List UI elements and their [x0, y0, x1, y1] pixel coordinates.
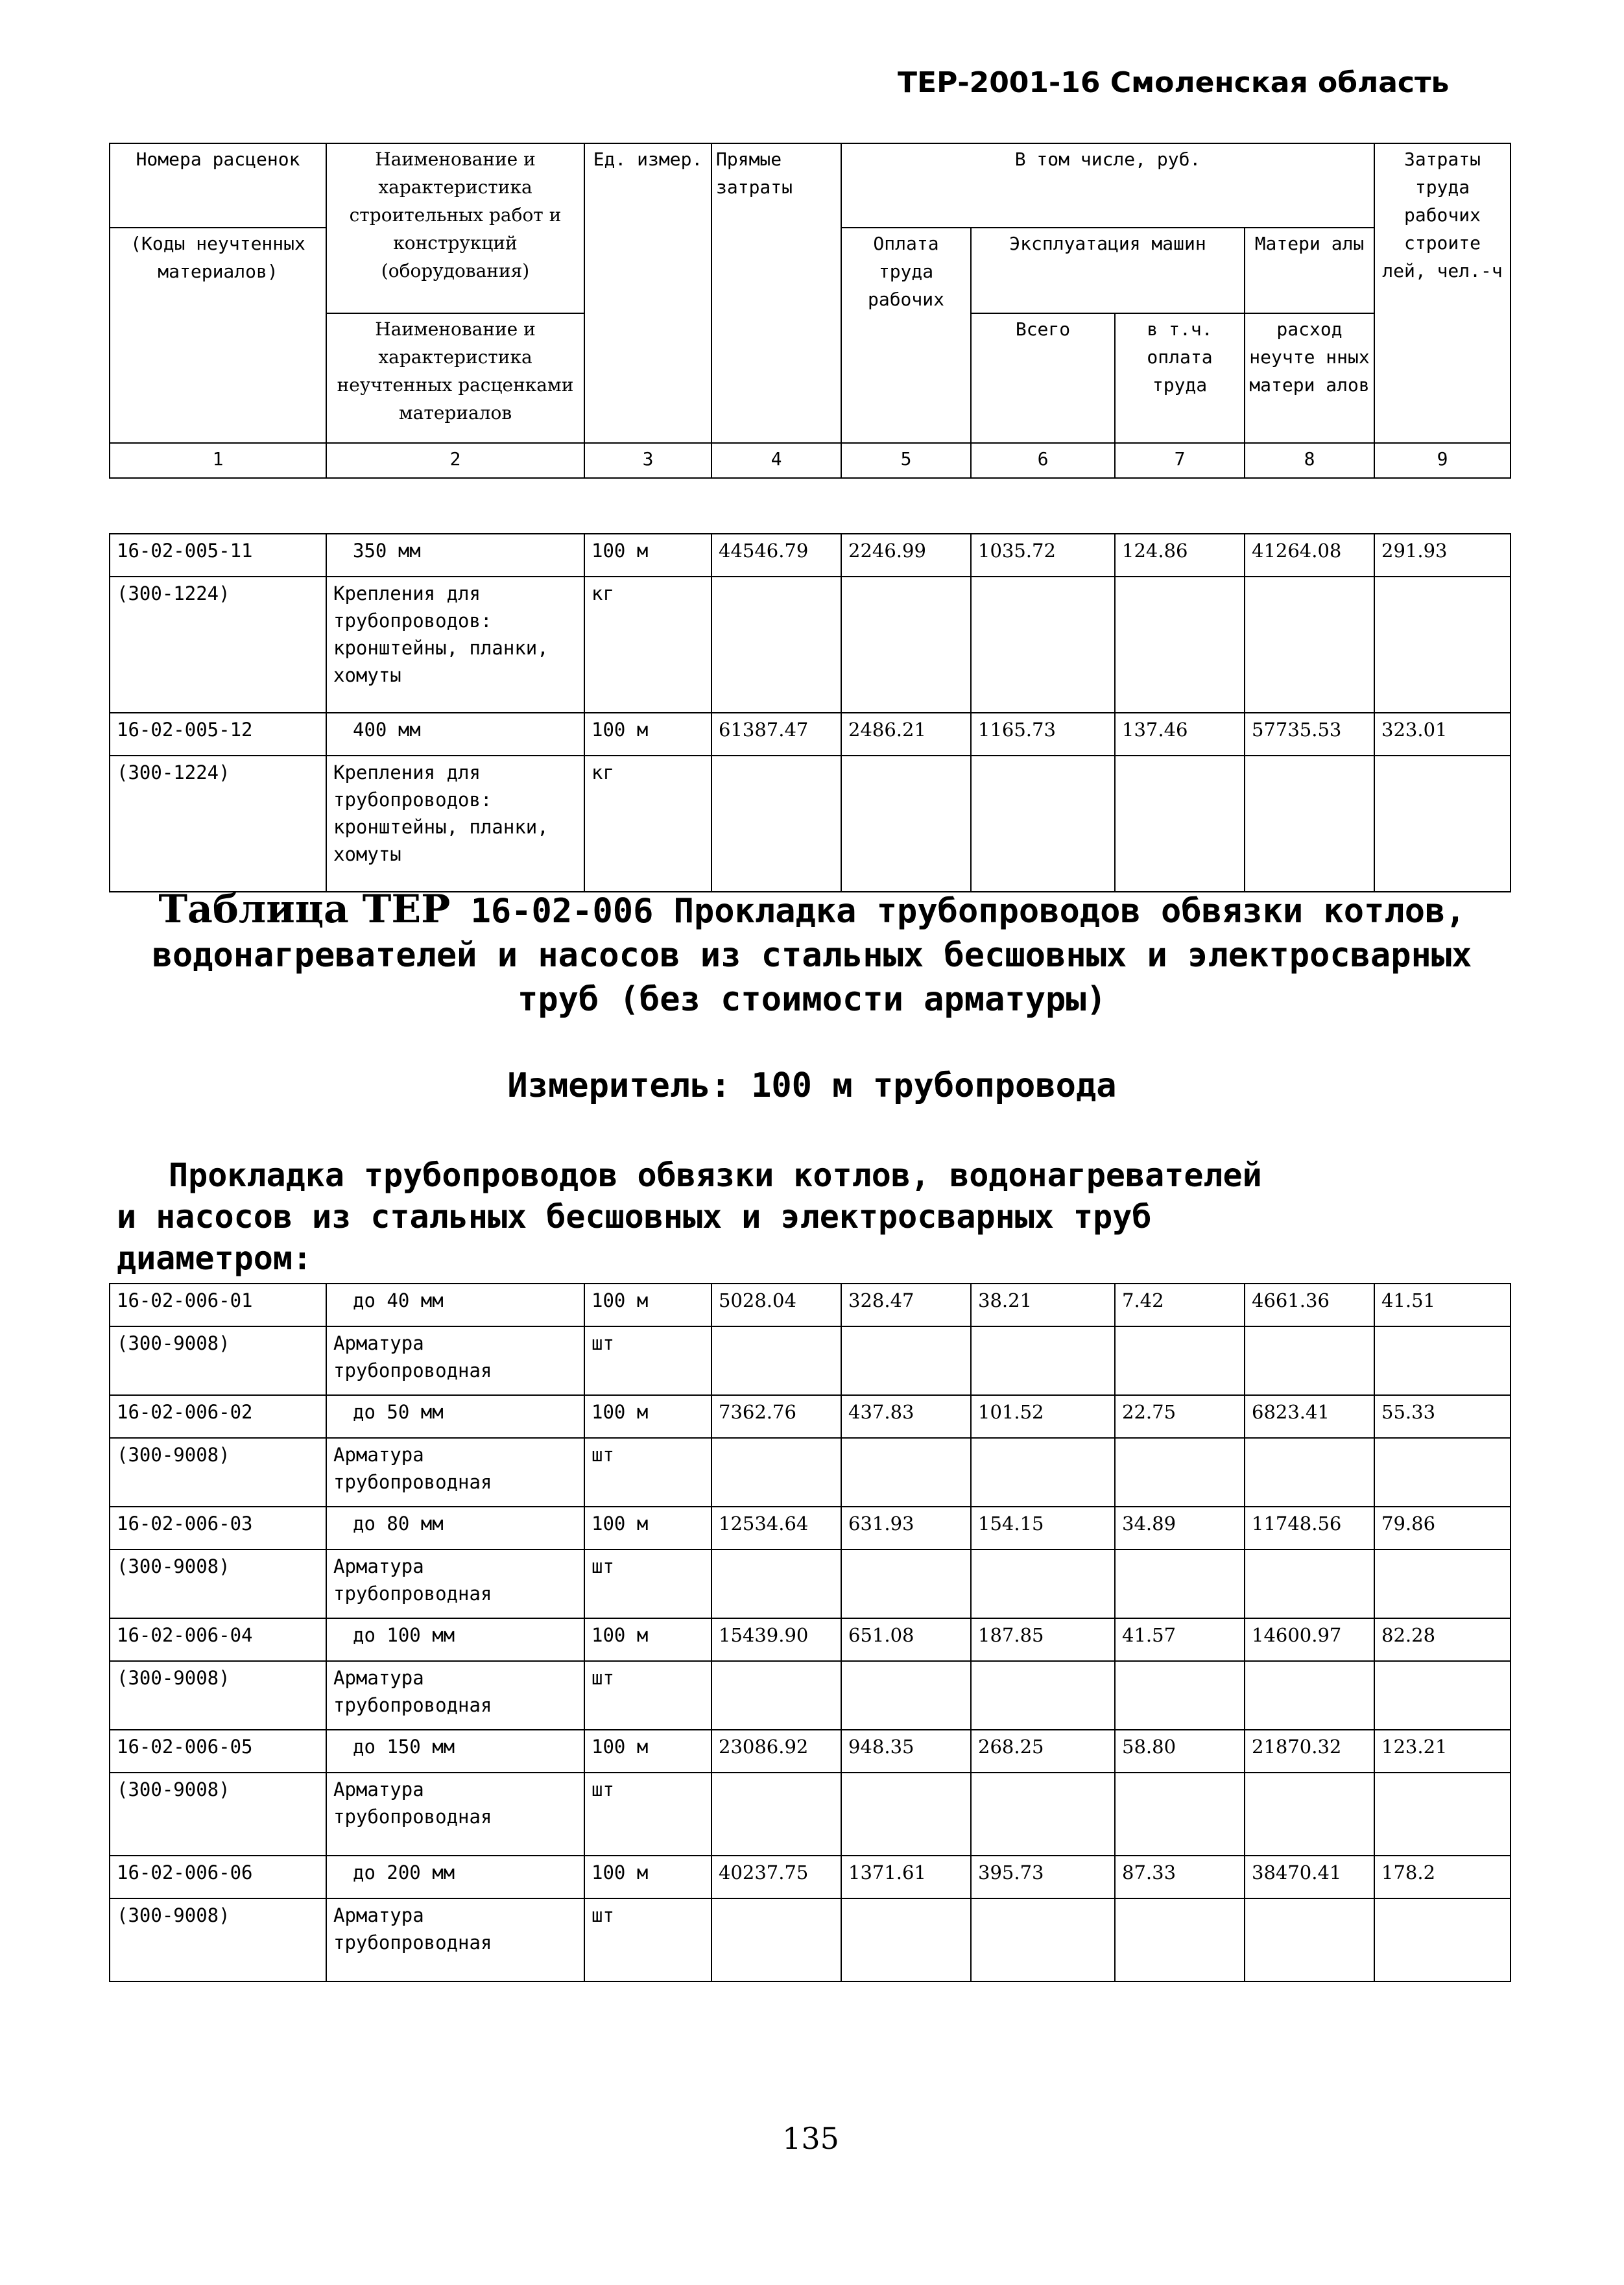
rate-unit: 100 м: [584, 1856, 711, 1898]
rate-machines: 268.25: [971, 1730, 1115, 1773]
col-machines-group-header: Эксплуатация машин: [971, 228, 1245, 313]
rate-unit: 100 м: [584, 1507, 711, 1549]
rate-direct: 61387.47: [711, 713, 841, 756]
material-code: (300-9008): [110, 1773, 326, 1856]
col-materials-sub-header: расход неучте нных матери алов: [1245, 313, 1374, 443]
rate-machines: 38.21: [971, 1284, 1115, 1326]
material-name: Арматура трубопроводная: [326, 1898, 584, 1981]
table-row: [110, 1395, 1511, 1438]
rate-materials: 4661.36: [1245, 1284, 1374, 1326]
rate-name: до 50 мм: [326, 1395, 584, 1438]
rate-machines-labor: 137.46: [1115, 713, 1245, 756]
column-header-table: [109, 143, 1511, 479]
table-row: [110, 713, 1511, 756]
col-machines-header: Всего: [971, 313, 1115, 443]
description-line: Прокладка трубопроводов обвязки котлов, водонагревателей: [169, 1156, 1262, 1194]
rate-name: до 100 мм: [326, 1618, 584, 1661]
material-name: Арматура трубопроводная: [326, 1326, 584, 1395]
rate-machines: 395.73: [971, 1856, 1115, 1898]
rate-labor: 1371.61: [841, 1856, 971, 1898]
rate-unit: 100 м: [584, 1395, 711, 1438]
table-row: [110, 1661, 1511, 1730]
section-meter: Измеритель: 100 м трубопровода: [507, 1066, 1117, 1105]
material-unit: шт: [584, 1661, 711, 1730]
section-title-lead: Таблица ТЕР: [158, 887, 451, 932]
material-code: (300-1224): [110, 756, 326, 892]
rate-name: до 80 мм: [326, 1507, 584, 1549]
description-line: диаметром:: [117, 1239, 313, 1277]
rate-code: 16-02-006-04: [110, 1618, 326, 1661]
rate-unit: 100 м: [584, 534, 711, 577]
section-title: [109, 887, 1515, 1022]
material-name: Арматура трубопроводная: [326, 1438, 584, 1507]
material-code: (300-9008): [110, 1326, 326, 1395]
col-group-header: В том числе, руб.: [841, 143, 1374, 228]
description-line: и насосов из стальных бесшовных и электросварных труб: [117, 1198, 1152, 1236]
col-number: 3: [584, 443, 711, 478]
rate-name: 350 мм: [326, 534, 584, 577]
col-name-header: Наименование и характеристика строительных работ и конструкций (оборудования): [326, 143, 584, 313]
table-row: [110, 1856, 1511, 1898]
rate-hours: 82.28: [1374, 1618, 1511, 1661]
table-row: [110, 577, 1511, 713]
rate-machines: 1035.72: [971, 534, 1115, 577]
rate-machines-labor: 7.42: [1115, 1284, 1245, 1326]
material-unit: шт: [584, 1773, 711, 1856]
col-hours-header: Затраты труда рабочих строите лей, чел.-ч: [1374, 143, 1511, 443]
rates-table-005: [109, 533, 1511, 892]
rate-direct: 15439.90: [711, 1618, 841, 1661]
material-unit: шт: [584, 1438, 711, 1507]
rate-materials: 57735.53: [1245, 713, 1374, 756]
col-name-sub-header: Наименование и характеристика неучтенных расценками материалов: [326, 313, 584, 443]
col-code-sub-header: (Коды неучтенных материалов): [110, 228, 326, 443]
rate-machines-labor: 41.57: [1115, 1618, 1245, 1661]
table-row: [110, 1898, 1511, 1981]
col-materials-header: Матери алы: [1245, 228, 1374, 313]
col-number: 7: [1115, 443, 1245, 478]
rate-unit: 100 м: [584, 713, 711, 756]
material-name: Арматура трубопроводная: [326, 1549, 584, 1618]
rate-unit: 100 м: [584, 1284, 711, 1326]
rate-labor: 2246.99: [841, 534, 971, 577]
rate-code: 16-02-006-05: [110, 1730, 326, 1773]
material-name: Крепления для трубопроводов: кронштейны, планки, хомуты: [326, 577, 584, 713]
table-row: [110, 1326, 1511, 1395]
rate-code: 16-02-005-12: [110, 713, 326, 756]
material-code: (300-9008): [110, 1438, 326, 1507]
table-row: [110, 756, 1511, 892]
rate-name: до 40 мм: [326, 1284, 584, 1326]
rate-code: 16-02-006-01: [110, 1284, 326, 1326]
material-unit: шт: [584, 1326, 711, 1395]
rate-materials: 6823.41: [1245, 1395, 1374, 1438]
col-number: 1: [110, 443, 326, 478]
table-row: [110, 1549, 1511, 1618]
rate-labor: 2486.21: [841, 713, 971, 756]
table-row: [110, 1284, 1511, 1326]
rate-machines: 101.52: [971, 1395, 1115, 1438]
page-header: ТЕР-2001-16 Смоленская область: [898, 66, 1450, 99]
rate-labor: 437.83: [841, 1395, 971, 1438]
col-number: 2: [326, 443, 584, 478]
table-row: [110, 534, 1511, 577]
rate-code: 16-02-005-11: [110, 534, 326, 577]
table-row: [110, 1438, 1511, 1507]
rate-materials: 14600.97: [1245, 1618, 1374, 1661]
col-machines-labor-header: в т.ч. оплата труда: [1115, 313, 1245, 443]
rate-machines-labor: 124.86: [1115, 534, 1245, 577]
rate-hours: 55.33: [1374, 1395, 1511, 1438]
rate-direct: 5028.04: [711, 1284, 841, 1326]
rate-machines: 187.85: [971, 1618, 1115, 1661]
rate-hours: 123.21: [1374, 1730, 1511, 1773]
rate-direct: 40237.75: [711, 1856, 841, 1898]
rate-code: 16-02-006-02: [110, 1395, 326, 1438]
rate-direct: 23086.92: [711, 1730, 841, 1773]
table-row: [110, 1507, 1511, 1549]
rate-code: 16-02-006-06: [110, 1856, 326, 1898]
rate-code: 16-02-006-03: [110, 1507, 326, 1549]
table-row: [110, 1730, 1511, 1773]
rate-hours: 291.93: [1374, 534, 1511, 577]
col-number: 4: [711, 443, 841, 478]
rate-machines-labor: 58.80: [1115, 1730, 1245, 1773]
rate-materials: 41264.08: [1245, 534, 1374, 577]
material-code: (300-9008): [110, 1898, 326, 1981]
material-code: (300-9008): [110, 1549, 326, 1618]
col-number: 5: [841, 443, 971, 478]
material-name: Арматура трубопроводная: [326, 1773, 584, 1856]
table-row: [110, 1618, 1511, 1661]
page-number: 135: [782, 2121, 839, 2156]
col-number: 6: [971, 443, 1115, 478]
material-code: (300-9008): [110, 1661, 326, 1730]
rate-materials: 11748.56: [1245, 1507, 1374, 1549]
rate-labor: 651.08: [841, 1618, 971, 1661]
rate-name: до 150 мм: [326, 1730, 584, 1773]
col-direct-header: Прямые затраты: [711, 143, 841, 443]
col-unit-header: Ед. измер.: [584, 143, 711, 443]
material-unit: шт: [584, 1898, 711, 1981]
rate-materials: 21870.32: [1245, 1730, 1374, 1773]
rate-unit: 100 м: [584, 1730, 711, 1773]
rate-labor: 631.93: [841, 1507, 971, 1549]
rate-labor: 328.47: [841, 1284, 971, 1326]
rate-hours: 323.01: [1374, 713, 1511, 756]
rate-direct: 44546.79: [711, 534, 841, 577]
table-row: [110, 1773, 1511, 1856]
rate-direct: 7362.76: [711, 1395, 841, 1438]
rates-table-006: [109, 1283, 1511, 1982]
rate-name: до 200 мм: [326, 1856, 584, 1898]
material-unit: шт: [584, 1549, 711, 1618]
col-number: 9: [1374, 443, 1511, 478]
rate-name: 400 мм: [326, 713, 584, 756]
material-name: Арматура трубопроводная: [326, 1661, 584, 1730]
rate-labor: 948.35: [841, 1730, 971, 1773]
rate-hours: 178.2: [1374, 1856, 1511, 1898]
rate-hours: 79.86: [1374, 1507, 1511, 1549]
col-labor-header: Оплата труда рабочих: [841, 228, 971, 443]
rate-direct: 12534.64: [711, 1507, 841, 1549]
col-number: 8: [1245, 443, 1374, 478]
col-code-header: Номера расценок: [110, 143, 326, 228]
material-code: (300-1224): [110, 577, 326, 713]
material-name: Крепления для трубопроводов: кронштейны, планки, хомуты: [326, 756, 584, 892]
rate-machines-labor: 87.33: [1115, 1856, 1245, 1898]
rate-materials: 38470.41: [1245, 1856, 1374, 1898]
material-unit: кг: [584, 577, 711, 713]
rate-machines-labor: 22.75: [1115, 1395, 1245, 1438]
rate-machines: 154.15: [971, 1507, 1115, 1549]
material-unit: кг: [584, 756, 711, 892]
rate-hours: 41.51: [1374, 1284, 1511, 1326]
rate-machines: 1165.73: [971, 713, 1115, 756]
section-description: [117, 1154, 1531, 1279]
rate-machines-labor: 34.89: [1115, 1507, 1245, 1549]
rate-unit: 100 м: [584, 1618, 711, 1661]
section-title-text: 16-02-006 Прокладка трубопроводов обвязки котлов, водонагревателей и насосов из стальных бесшовных и электросварных труб (без стоимости арматуры): [152, 892, 1472, 1019]
